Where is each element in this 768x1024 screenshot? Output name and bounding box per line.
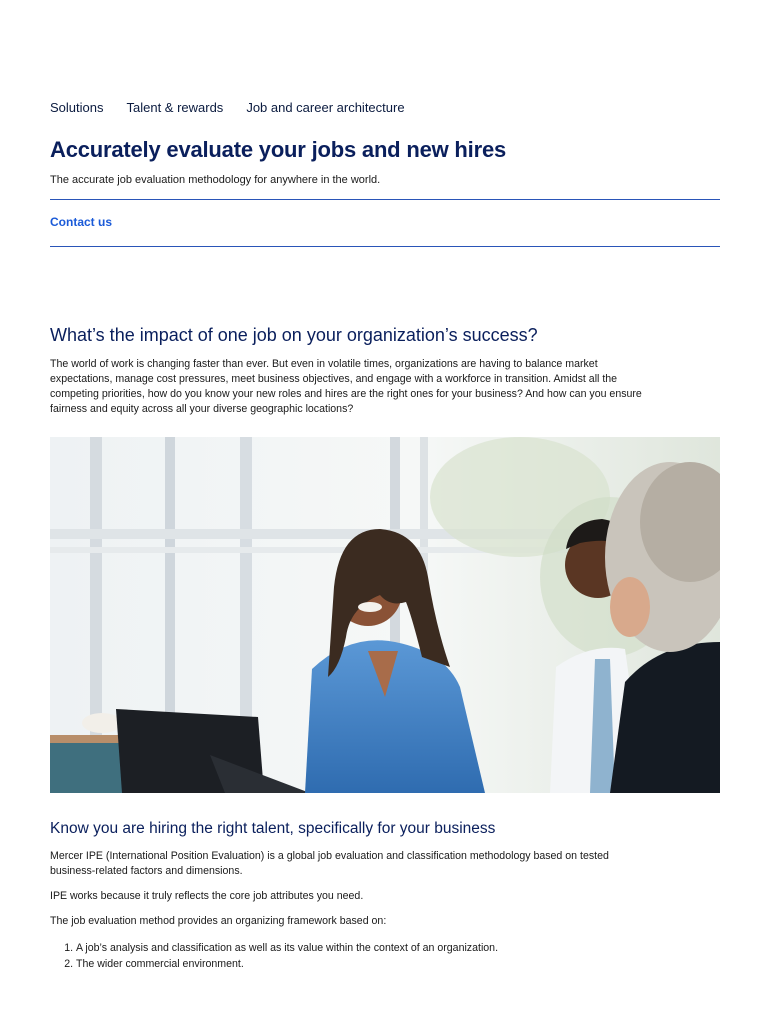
- framework-intro: The job evaluation method provides an organizing framework based on:: [50, 915, 387, 927]
- breadcrumb-solutions[interactable]: Solutions: [50, 100, 104, 115]
- divider-top: [50, 199, 720, 200]
- breadcrumb-job-career-architecture[interactable]: Job and career architecture: [246, 100, 405, 115]
- ipe-paragraph: Mercer IPE (International Position Evaluation) is a global job evaluation and classification methodology based on tested business-related factors and dimensions.: [50, 850, 609, 877]
- breadcrumb: [50, 100, 405, 115]
- list-item: 1. A job’s analysis and classification as well as its value within the context of an organization.: [76, 940, 716, 956]
- hero-photo: [50, 437, 720, 793]
- talent-heading: Know you are hiring the right talent, specifically for your business: [50, 820, 496, 837]
- breadcrumb-talent-rewards[interactable]: Talent & rewards: [126, 100, 224, 115]
- contact-us-link[interactable]: Contact us: [50, 215, 113, 229]
- divider-bottom: [50, 246, 720, 247]
- page-subtitle: The accurate job evaluation methodology for anywhere in the world.: [50, 174, 381, 186]
- impact-paragraph: The world of work is changing faster than ever. But even in volatile times, organizations are having to balance market expectations, manage cost pressures, meet business objectives, and engage with a workforce in transition. Amidst all the competing priorities, how do you know your new roles and hires are the right ones for your business? And how can you ensure fairness and equity across all your diverse geographic locations?: [50, 358, 642, 415]
- ipe-works-paragraph: IPE works because it truly reflects the core job attributes you need.: [50, 890, 364, 902]
- framework-list: [50, 940, 716, 972]
- page-title: Accurately evaluate your jobs and new hires: [50, 137, 507, 162]
- list-item: 2. The wider commercial environment.: [76, 956, 716, 972]
- impact-heading: What’s the impact of one job on your organization’s success?: [50, 325, 538, 345]
